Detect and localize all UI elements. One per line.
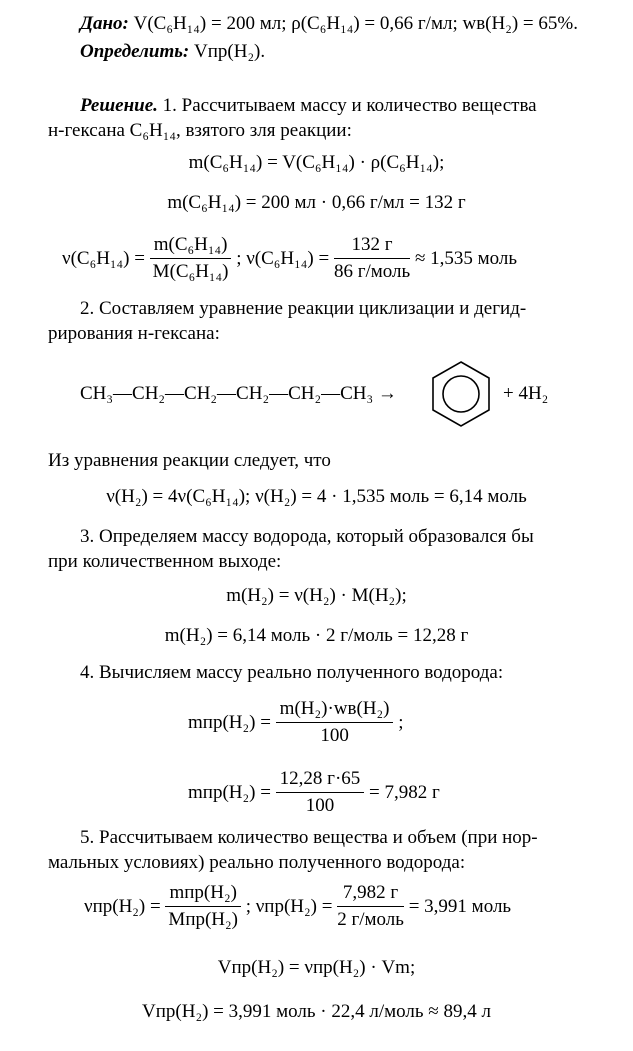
eq-nupr2-lhs: νпр(H₂) = bbox=[255, 895, 333, 917]
eq-nupr-den: Mпр(H₂) bbox=[168, 909, 238, 930]
step1-line2: н-гексана C₆H₁₄, взятого зля реакции: bbox=[48, 120, 352, 141]
eq-nu2-lhs: ν(C₆H₁₄) = bbox=[246, 247, 330, 269]
eq-mpr-lhs: mпр(H₂) = bbox=[188, 711, 271, 733]
step3-line2: при количественном выходе: bbox=[48, 551, 282, 572]
eq-nupr2-fraction bbox=[337, 880, 404, 933]
eq-nupr-num: mпр(H₂) bbox=[165, 880, 240, 907]
eq-h2-mass-value: m(H₂) = 6,14 моль · 2 г/моль = 12,28 г bbox=[164, 625, 469, 646]
eq-mpr2-lhs: mпр(H₂) = bbox=[188, 781, 271, 803]
eq-h2-nu: ν(H₂) = 4ν(C₆H₁₄); ν(H₂) = 4 · 1,535 моль = 6,14 моль bbox=[106, 486, 527, 507]
eq-mpr bbox=[188, 696, 633, 749]
eq-nu2-den: 86 г/моль bbox=[333, 261, 411, 282]
eq-nu-sep: ; bbox=[236, 247, 242, 269]
given-label: Дано: bbox=[80, 13, 129, 34]
step3-line1: 3. Определяем массу водорода, который образовался бы bbox=[80, 526, 534, 547]
eq-vpr-value: Vпр(H₂) = 3,991 моль · 22,4 л/моль ≈ 89,4 л bbox=[142, 1001, 491, 1022]
eq-mpr2-num: 12,28 г·65 bbox=[276, 766, 365, 793]
eq-nu2-result: ≈ 1,535 моль bbox=[414, 247, 518, 269]
eq-nupr-lhs: νпр(H₂) = bbox=[84, 895, 161, 917]
eq-nu-fraction bbox=[150, 232, 232, 285]
benzene-ring-icon bbox=[430, 360, 492, 428]
step4-line1: 4. Вычисляем массу реально полученного водорода: bbox=[80, 662, 504, 683]
eq-mpr-num: m(H₂)·wв(H₂) bbox=[276, 696, 394, 723]
eq-mpr-den: 100 bbox=[320, 725, 349, 746]
step1-line1: 1. Рассчитываем массу и количество вещества bbox=[162, 95, 537, 116]
eq-nupr2-den: 2 г/моль bbox=[337, 909, 404, 930]
step2-line2: рирования н-гексана: bbox=[48, 323, 220, 344]
reaction-equation bbox=[80, 382, 633, 406]
eq-vpr-formula: Vпр(H₂) = νпр(H₂) · Vm; bbox=[217, 957, 416, 978]
solution-heading bbox=[80, 94, 633, 118]
eq-nupr bbox=[84, 880, 633, 933]
reaction-left: CH₃—CH₂—CH₂—CH₂—CH₂—CH₃ → bbox=[80, 383, 397, 404]
eq-h2-mass-formula: m(H₂) = ν(H₂) · M(H₂); bbox=[226, 585, 407, 606]
find-text: Vпр(H₂). bbox=[194, 41, 266, 62]
given-text: V(C₆H₁₄) = 200 мл; ρ(C₆H₁₄) = 0,66 г/мл; wв(H₂) = 65%. bbox=[133, 13, 578, 34]
eq-mass-value: m(C₆H₁₄) = 200 мл · 0,66 г/мл = 132 г bbox=[167, 192, 466, 213]
eq-nupr-fraction bbox=[165, 880, 240, 933]
eq-mpr-sep: ; bbox=[398, 711, 404, 733]
eq-nupr-sep: ; bbox=[245, 895, 251, 917]
eq-nu2-num: 132 г bbox=[334, 232, 410, 259]
eq-nu-num: m(C₆H₁₄) bbox=[150, 232, 232, 259]
step5-line1: 5. Рассчитываем количество вещества и объем (при нор- bbox=[80, 827, 538, 848]
find-label: Определить: bbox=[80, 41, 190, 62]
eq-nupr2-num: 7,982 г bbox=[337, 880, 404, 907]
eq-mpr2-result: = 7,982 г bbox=[369, 781, 440, 803]
eq-mpr2-den: 100 bbox=[305, 795, 335, 816]
eq-nu2-fraction bbox=[334, 232, 410, 285]
eq-mpr2 bbox=[188, 766, 633, 819]
reaction-right: + 4H₂ bbox=[503, 383, 549, 404]
eq-nu bbox=[62, 232, 633, 285]
find-line bbox=[80, 40, 633, 64]
step5-line2: мальных условиях) реально полученного водорода: bbox=[48, 852, 466, 873]
step2-line1: 2. Составляем уравнение реакции циклизации и дегид- bbox=[80, 298, 527, 319]
follows-text: Из уравнения реакции следует, что bbox=[48, 450, 331, 471]
eq-mass-formula: m(C₆H₁₄) = V(C₆H₁₄) · ρ(C₆H₁₄); bbox=[188, 152, 445, 173]
solution-label: Решение. bbox=[80, 95, 158, 116]
eq-mpr2-fraction bbox=[276, 766, 365, 819]
eq-nupr2-result: = 3,991 моль bbox=[408, 895, 512, 917]
eq-mpr-fraction bbox=[276, 696, 394, 749]
given-line bbox=[80, 12, 633, 36]
eq-nu-lhs: ν(C₆H₁₄) = bbox=[62, 247, 145, 269]
eq-nu-den: M(C₆H₁₄) bbox=[152, 261, 229, 282]
